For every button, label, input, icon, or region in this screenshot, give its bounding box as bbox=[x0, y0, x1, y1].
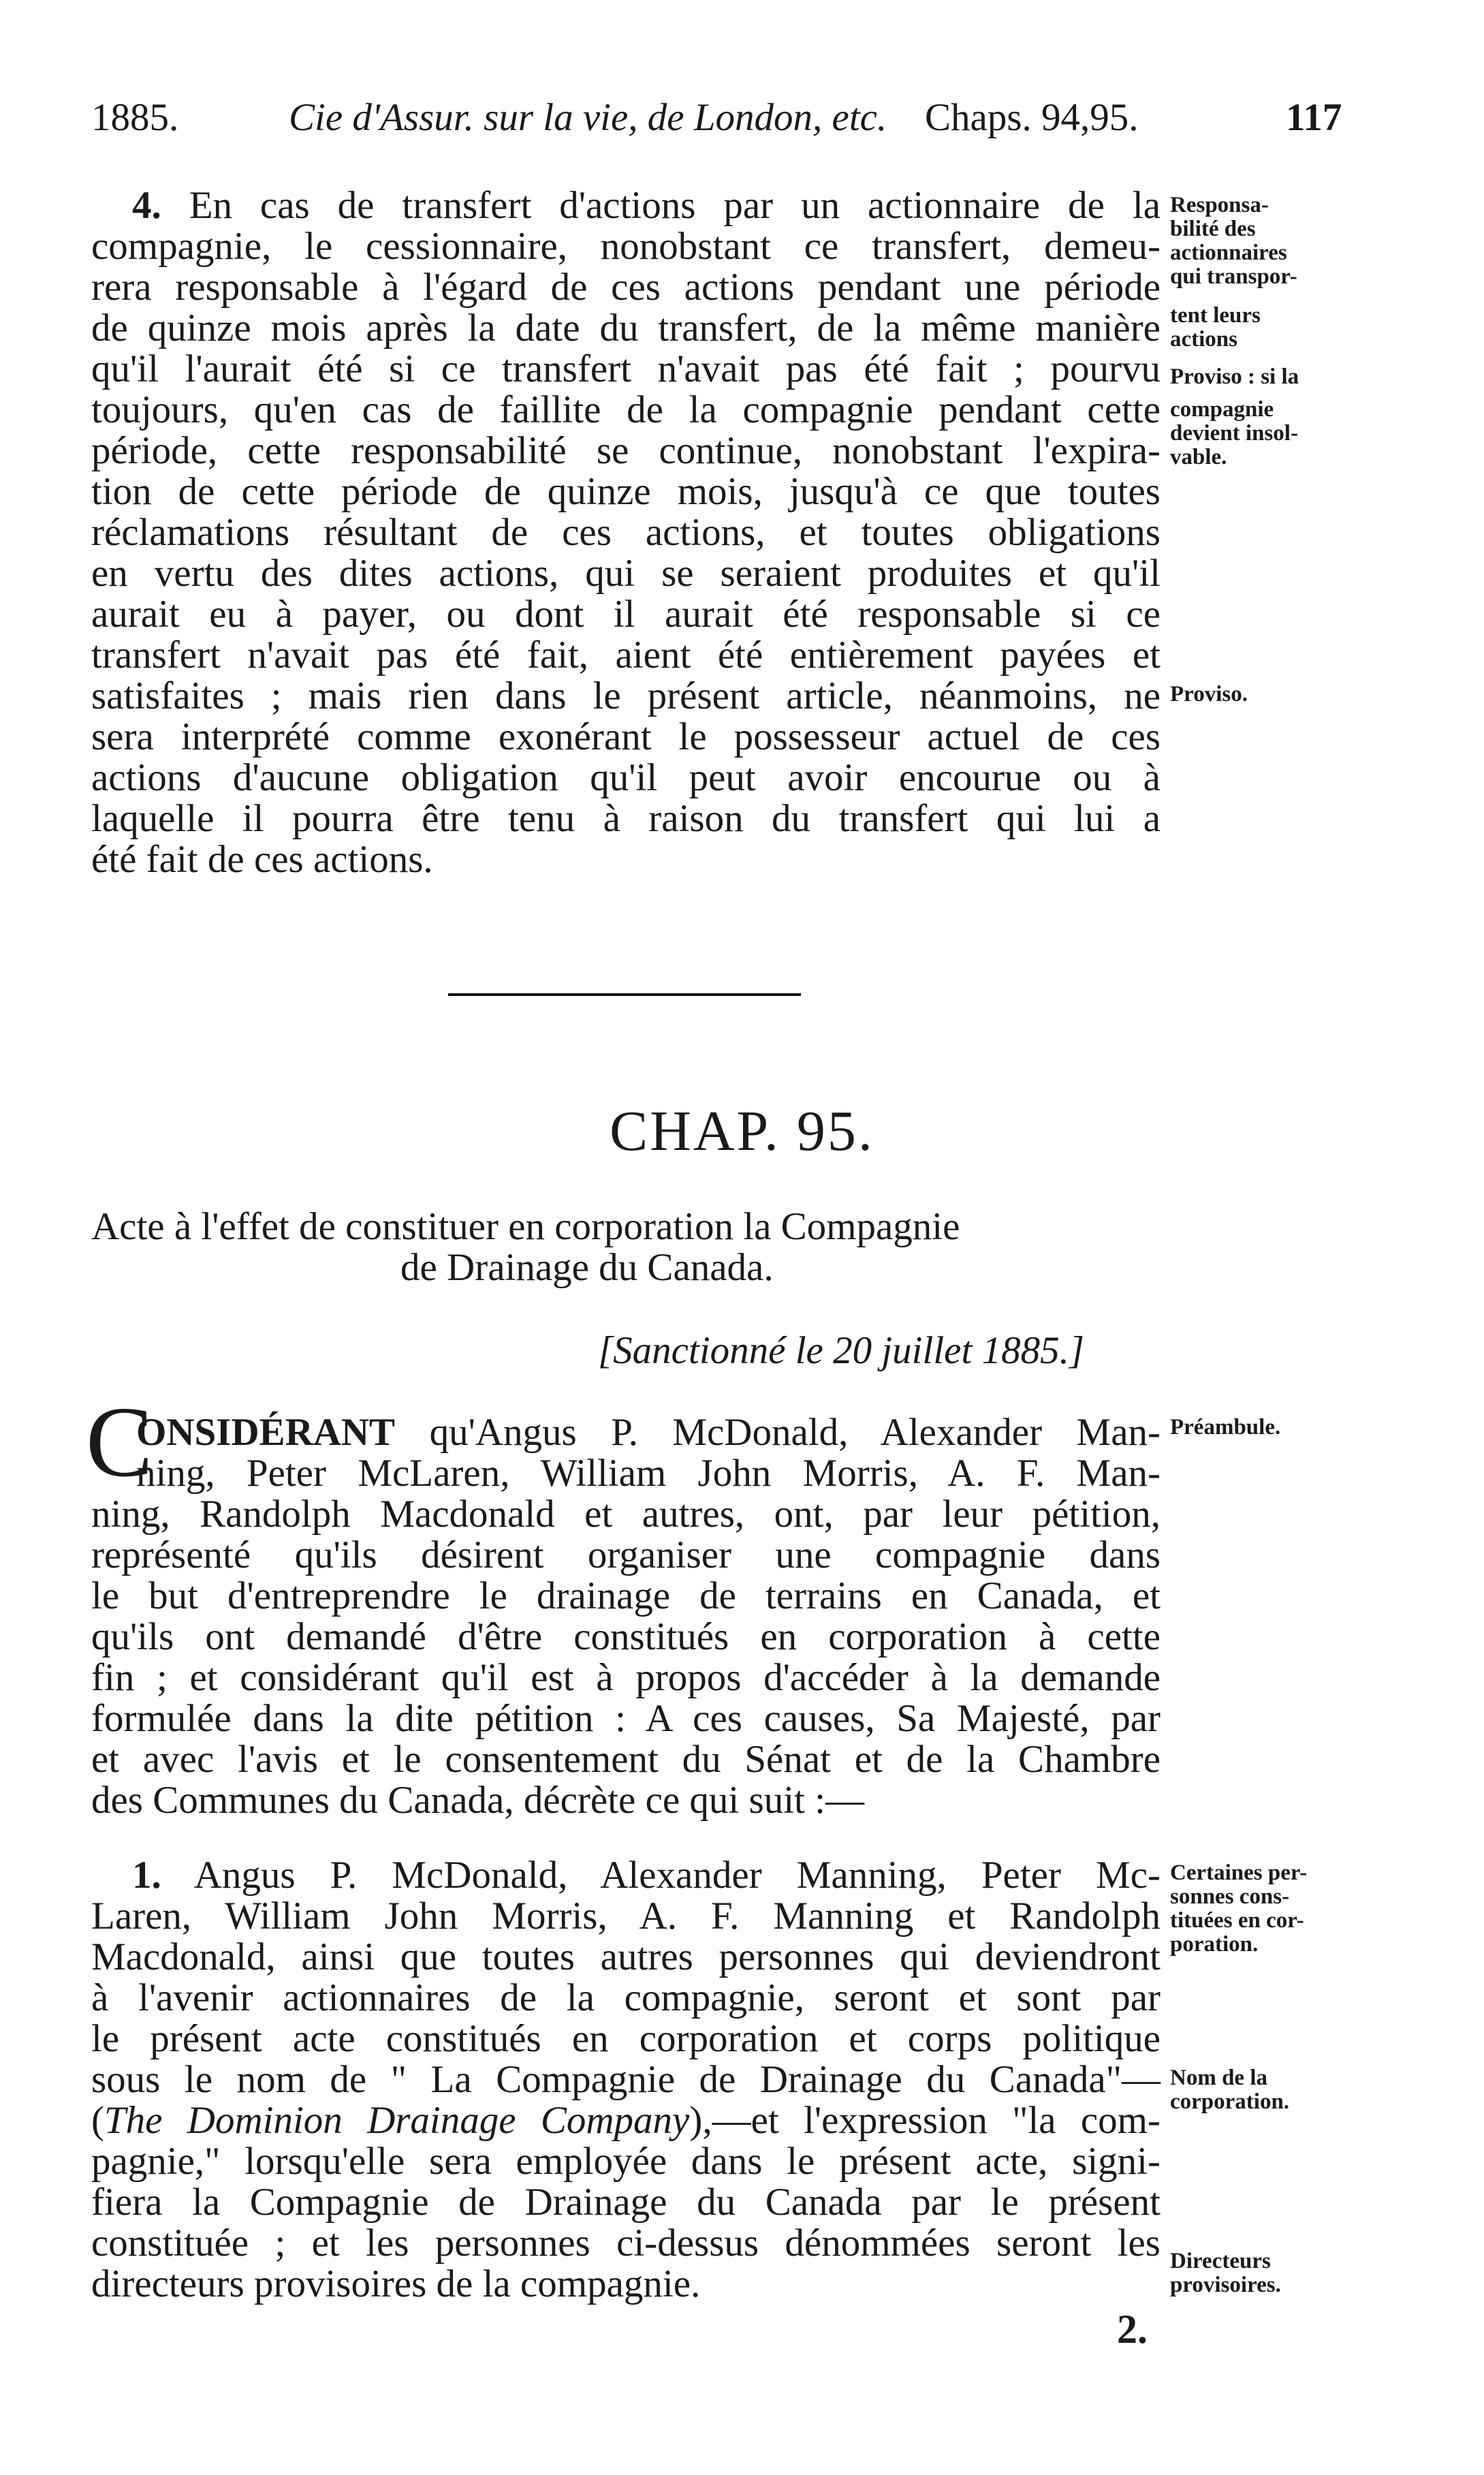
section-1-line: pagnie," lorsqu'elle sera employée dans le présent acte, signi- bbox=[91, 2140, 1161, 2183]
margin-note-line: tent leurs bbox=[1170, 303, 1261, 328]
preamble-line: fin ; et considérant qu'il est à propos d'accéder à la demande bbox=[91, 1656, 1161, 1699]
section-4-line: compagnie, le cessionnaire, nonobstant ce transfert, demeu- bbox=[91, 225, 1161, 268]
section-4-line: toujours, qu'en cas de faillite de la compagnie pendant cette bbox=[91, 388, 1161, 431]
margin-note-line: sonnes cons- bbox=[1170, 1884, 1290, 1909]
preamble-line: ning, Randolph Macdonald et autres, ont, par leur pétition, bbox=[91, 1493, 1161, 1536]
section-1-line: directeurs provisoires de la compagnie. bbox=[91, 2262, 701, 2305]
margin-note-line: Proviso : si la bbox=[1170, 364, 1299, 389]
section-4-line: actions d'aucune obligation qu'il peut avoir encourue ou à bbox=[91, 756, 1161, 799]
section-4-line: rera responsable à l'égard de ces actions pendant une période bbox=[91, 266, 1161, 309]
section-4-line: en vertu des dites actions, qui se seraient produites et qu'il bbox=[91, 552, 1161, 595]
preamble-line: et avec l'avis et le consentement du Sénat et de la Chambre bbox=[91, 1738, 1161, 1781]
section-1-line-text: ),—et l'expression "la com- bbox=[689, 2099, 1161, 2142]
drop-cap: C bbox=[86, 1386, 153, 1498]
header-year: 1885. bbox=[91, 96, 179, 139]
margin-note-line: compagnie bbox=[1170, 397, 1274, 422]
section-4-line: satisfaites ; mais rien dans le présent article, néanmoins, ne bbox=[91, 674, 1161, 717]
preamble-line: représenté qu'ils désirent organiser une compagnie dans bbox=[91, 1534, 1161, 1576]
section-4-line: qu'il l'aurait été si ce transfert n'avait pas été fait ; pourvu bbox=[91, 347, 1161, 390]
margin-note-line: bilité des bbox=[1170, 217, 1256, 241]
margin-note-line: poration. bbox=[1170, 1932, 1259, 1957]
preamble-first-word: ONSIDÉRANT bbox=[136, 1411, 396, 1454]
section-1-line-text: Angus P. McDonald, Alexander Manning, Peter Mc- bbox=[193, 1854, 1161, 1897]
section-1-line: le présent acte constitués en corporation et corps politique bbox=[91, 2017, 1161, 2060]
header-running-title: Cie d'Assur. sur la vie, de London, etc. bbox=[289, 96, 887, 139]
section-4-line: été fait de ces actions. bbox=[91, 838, 433, 881]
preamble-line: des Communes du Canada, décrète ce qui suit :— bbox=[91, 1779, 864, 1822]
sanction-date: [Sanctionné le 20 juillet 1885.] bbox=[598, 1329, 1085, 1372]
section-1-line: constituée ; et les personnes ci-dessus dénommées seront les bbox=[91, 2222, 1161, 2264]
section-1-line bbox=[91, 1855, 1161, 1896]
margin-note-line: actionnaires bbox=[1170, 240, 1287, 265]
margin-note-line: actions bbox=[1170, 327, 1237, 352]
section-1-line bbox=[91, 2100, 1161, 2141]
preamble-line: formulée dans la dite pétition : A ces causes, Sa Majesté, par bbox=[91, 1697, 1161, 1740]
margin-note-line: Directeurs bbox=[1170, 2249, 1271, 2273]
margin-note-line: devient insol- bbox=[1170, 421, 1298, 446]
section-4-line: période, cette responsabilité se continue, nonobstant l'expira- bbox=[91, 429, 1161, 472]
act-title-line-2: de Drainage du Canada. bbox=[400, 1246, 774, 1289]
margin-note-line: corporation. bbox=[1170, 2089, 1290, 2114]
section-1-line: Laren, William John Morris, A. F. Manning et Randolph bbox=[91, 1895, 1161, 1937]
margin-note-line: Responsa- bbox=[1170, 193, 1269, 217]
margin-note-line: qui transpor- bbox=[1170, 264, 1297, 289]
section-4-line: tion de cette période de quinze mois, jusqu'à ce que toutes bbox=[91, 470, 1161, 513]
preamble-line: ning, Peter McLaren, William John Morris, A. F. Man- bbox=[136, 1452, 1161, 1495]
section-4-line: transfert n'avait pas été fait, aient été entièrement payées et bbox=[91, 634, 1161, 676]
margin-note-preambule: Préambule. bbox=[1170, 1415, 1281, 1439]
catchword: 2. bbox=[1117, 2307, 1148, 2352]
section-4-line bbox=[91, 185, 1161, 226]
section-4-line: aurait eu à payer, ou dont il aurait été responsable si ce bbox=[91, 593, 1161, 636]
section-4-line: réclamations résultant de ces actions, et toutes obligations bbox=[91, 511, 1161, 554]
margin-note-proviso: Proviso. bbox=[1170, 682, 1248, 706]
open-paren: ( bbox=[91, 2099, 104, 2142]
section-4-line: laquelle il pourra être tenu à raison du transfert qui lui a bbox=[91, 797, 1161, 840]
section-1-line: Macdonald, ainsi que toutes autres personnes qui deviendront bbox=[91, 1935, 1161, 1978]
preamble-line bbox=[136, 1412, 1161, 1453]
header-chaps: Chaps. 94,95. bbox=[925, 96, 1139, 139]
margin-note-line: provisoires. bbox=[1170, 2273, 1281, 2297]
section-divider bbox=[448, 993, 801, 996]
section-1-number: 1. bbox=[132, 1854, 161, 1897]
section-4-line: sera interprété comme exonérant le possesseur actuel de ces bbox=[91, 715, 1161, 758]
margin-note-line: Nom de la bbox=[1170, 2066, 1267, 2090]
preamble-line-text: qu'Angus P. McDonald, Alexander Man- bbox=[429, 1411, 1161, 1454]
italic-company-name: The Dominion Drainage Company bbox=[104, 2099, 690, 2142]
section-4-line-text: En cas de transfert d'actions par un actionnaire de la bbox=[189, 184, 1161, 227]
header-page-number: 117 bbox=[1286, 96, 1342, 139]
section-1-line: fiera la Compagnie de Drainage du Canada par le présent bbox=[91, 2181, 1161, 2224]
margin-note-line: Certaines per- bbox=[1170, 1861, 1308, 1885]
act-title-line-1: Acte à l'effet de constituer en corporation la Compagnie bbox=[91, 1205, 960, 1248]
chapter-title: CHAP. 95. bbox=[610, 1100, 874, 1163]
margin-note-line: vable. bbox=[1170, 445, 1227, 469]
margin-note-line: tituées en cor- bbox=[1170, 1908, 1304, 1933]
preamble-line: le but d'entreprendre le drainage de terrains en Canada, et bbox=[91, 1574, 1161, 1617]
section-1-line: à l'avenir actionnaires de la compagnie, seront et sont par bbox=[91, 1976, 1161, 2019]
section-1-line: sous le nom de " La Compagnie de Drainage du Canada"— bbox=[91, 2058, 1161, 2101]
section-4-number: 4. bbox=[132, 184, 161, 227]
preamble-line: qu'ils ont demandé d'être constitués en corporation à cette bbox=[91, 1615, 1161, 1658]
section-4-line: de quinze mois après la date du transfert, de la même manière bbox=[91, 307, 1161, 349]
